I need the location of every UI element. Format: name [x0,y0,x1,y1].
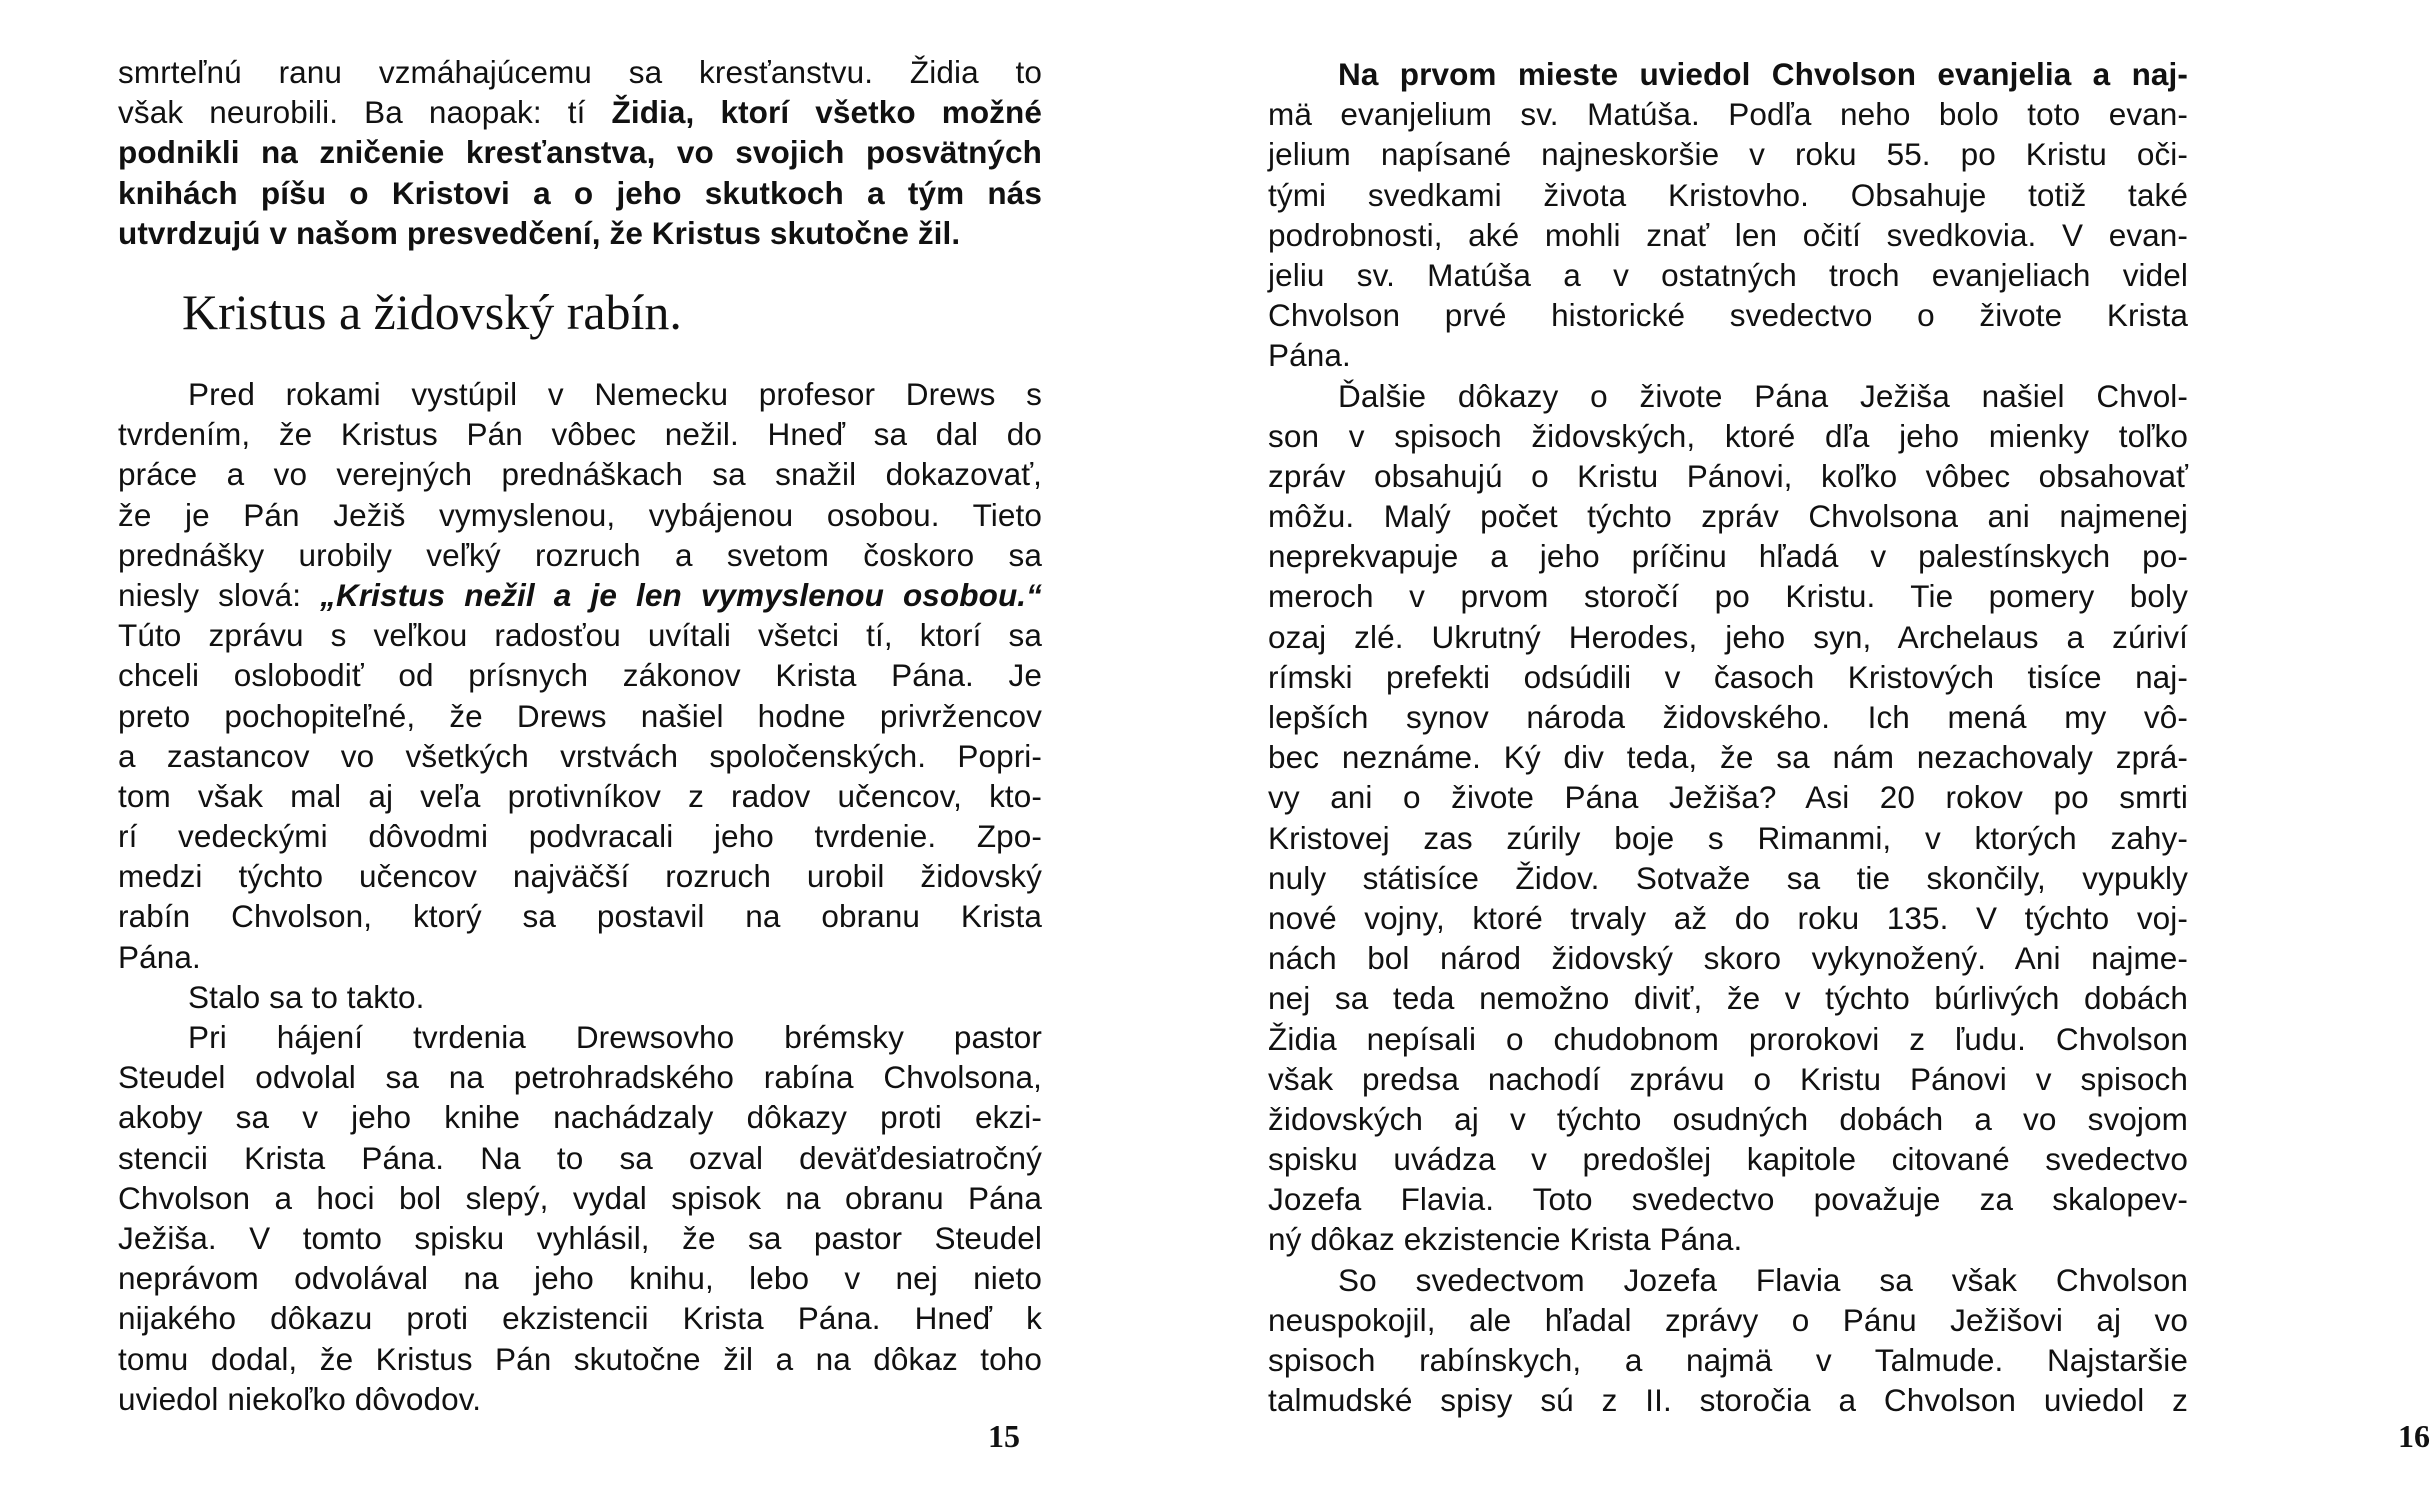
text-line: židovských aj v týchto osudných dobách a vo svojom [1268,1100,2188,1137]
text-line: zpráv obsahujú o Kristu Pánovi, koľko vôbec obsahovať [1268,457,2188,494]
bold-text-line: podnikli na zničenie kresťanstva, vo svojich posvätných [118,134,1042,171]
text-line: nové vojny, ktoré trvaly až do roku 135. V týchto voj- [1268,899,2188,936]
text-line: Chvolson prvé historické svedectvo o živote Krista [1268,297,2188,334]
text-line: talmudské spisy sú z II. storočia a Chvolson uviedol z [1268,1382,2188,1419]
bold-text-line: utvrdzujú v našom presvedčení, že Kristus skutočne žil. [118,214,961,251]
text-line: Pred rokami vystúpil v Nemecku profesor Drews s [188,376,1042,412]
body-paragraph-drews [118,374,1042,1419]
section-heading: Kristus a židovský rabín. [182,284,682,340]
text-line: neprekvapuje a jeho príčinu hľadá v palestínskych po- [1268,538,2188,575]
left-page [0,0,1146,1500]
text-span: však neurobili. Ba naopak: tí [118,94,612,131]
text-line: spisku uvádza v predošlej kapitole citované svedectvo [1268,1141,2188,1178]
text-line: Túto zprávu s veľkou radosťou uvítali všetci tí, ktorí sa [118,617,1042,654]
text-line: Pri hájení tvrdenia Drewsovho brémsky pastor [188,1019,1042,1055]
text-line: Kristovej zas zúrily boje s Rimanmi, v ktorých zahy- [1268,819,2188,856]
text-line: meroch v prvom storočí po Kristu. Tie pomery boly [1268,578,2188,615]
text-line: vy ani o živote Pána Ježiša? Asi 20 rokov po smrti [1268,779,2188,816]
body-paragraph-evangelia [1268,54,2188,1420]
text-line: rímski prefekti odsúdili v časoch Kristových tisíce naj- [1268,658,2188,695]
text-line: nách bol národ židovský skoro vykynožený. Ani najme- [1268,940,2188,977]
text-line: tými svedkami života Kristovho. Obsahuje totiž také [1268,176,2188,213]
text-line [118,92,1042,132]
text-line: akoby sa v jeho knihe nachádzaly dôkazy proti ekzi- [118,1099,1042,1136]
text-line: rabín Chvolson, ktorý sa postavil na obranu Krista [118,898,1042,935]
text-line: tom však mal aj veľa protivníkov z radov učencov, kto- [118,777,1042,814]
page-number: 16 [2398,1418,2430,1454]
text-line: smrteľnú ranu vzmáhajúcemu sa kresťanstvu. Židia to [118,54,1042,90]
right-page [1146,0,2430,1500]
bold-text-span: Židia, ktorí všetko možné [611,94,1042,131]
text-line: rí vedeckými dôvodmi podvracali jeho tvrdenie. Zpo- [118,818,1042,855]
text-line: prednášky urobily veľký rozruch a svetom čoskoro sa [118,536,1042,573]
bold-text-line: knihách píšu o Kristovi a o jeho skutkoch a tým nás [118,174,1042,211]
text-line: ozaj zlé. Ukrutný Herodes, jeho syn, Archelaus a zúriví [1268,618,2188,655]
quote-text: „Kristus nežil a je len vymyslenou osobou.“ [320,576,1042,613]
text-line: nijakého dôkazu proti ekzistencii Krista Pána. Hneď k [118,1300,1042,1337]
text-line: uviedol niekoľko dôvodov. [118,1380,482,1417]
text-line: stencii Krista Pána. Na to sa ozval deväťdesiatročný [118,1139,1042,1176]
bold-text-line: Na prvom mieste uviedol Chvolson evanjelia a naj- [1338,56,2188,92]
text-line: Stalo sa to takto. [188,978,425,1015]
text-line: tvrdením, že Kristus Pán vôbec nežil. Hneď sa dal do [118,416,1042,453]
text-line: bec neznáme. Ký div teda, že sa nám nezachovaly zprá- [1268,739,2188,776]
text-line: Steudel odvolal sa na petrohradského rabína Chvolsona, [118,1059,1042,1096]
text-line: neprávom odvolával na jeho knihu, lebo v nej nieto [118,1260,1042,1297]
text-line: chceli oslobodiť od prísnych zákonov Krista Pána. Je [118,657,1042,694]
text-line: však predsa nachodí zprávu o Kristu Pánovi v spisoch [1268,1060,2188,1097]
text-line: lepších synov národa židovského. Ich mená my vô- [1268,699,2188,735]
text-line: jelium napísané najneskoršie v roku 55. po Kristu oči- [1268,136,2188,173]
text-line: Pána. [118,938,201,975]
text-line: tomu dodal, že Kristus Pán skutočne žil a na dôkaz toho [118,1340,1042,1377]
text-line: neuspokojil, ale hľadal zprávy o Pánu Ježišovi aj vo [1268,1301,2188,1338]
intro-paragraph [118,52,1042,253]
text-line: Ďalšie dôkazy o živote Pána Ježiša našiel Chvol- [1338,377,2188,414]
text-line: Pána. [1268,337,1351,374]
text-line: So svedectvom Jozefa Flavia sa však Chvolson [1338,1261,2188,1298]
text-line: Ježiša. V tomto spisku vyhlásil, že sa pastor Steudel [118,1219,1042,1256]
text-line: mä evanjelium sv. Matúša. Podľa neho bolo toto evan- [1268,96,2188,133]
text-line: podrobnosti, aké mohli znať len očití svedkovia. V evan- [1268,216,2188,253]
text-line: ný dôkaz ekzistencie Krista Pána. [1268,1221,1743,1258]
text-line: že je Pán Ježiš vymyslenou, vybájenou osobou. Tieto [118,496,1042,533]
text-line: Židia nepísali o chudobnom prorokovi z ľudu. Chvolson [1268,1020,2188,1057]
text-line: Jozefa Flavia. Toto svedectvo považuje za skalopev- [1268,1181,2188,1218]
text-line: môžu. Malý počet týchto zpráv Chvolsona ani najmenej [1268,498,2188,535]
text-line [118,575,1042,615]
text-line: jeliu sv. Matúša a v ostatných troch evanjeliach videl [1268,256,2188,293]
page-number: 15 [988,1418,1020,1454]
text-line: medzi týchto učencov najväčší rozruch urobil židovský [118,858,1042,895]
text-line: spisoch rabínskych, a najmä v Talmude. Najstaršie [1268,1342,2188,1378]
text-line: son v spisoch židovských, ktoré dľa jeho mienky toľko [1268,417,2188,454]
text-line: preto pochopiteľné, že Drews našiel hodne privržencov [118,697,1042,734]
text-span: niesly slová: [118,576,321,613]
text-line: nej sa teda nemožno diviť, že v týchto búrlivých dobách [1268,980,2188,1017]
text-line: práce a vo verejných prednáškach sa snažil dokazovať, [118,456,1042,493]
text-line: Chvolson a hoci bol slepý, vydal spisok na obranu Pána [118,1179,1042,1216]
text-line: nuly státisíce Židov. Sotvaže sa tie skončily, vypukly [1268,859,2188,896]
text-line: a zastancov vo všetkých vrstvách spoločenských. Popri- [118,737,1042,774]
